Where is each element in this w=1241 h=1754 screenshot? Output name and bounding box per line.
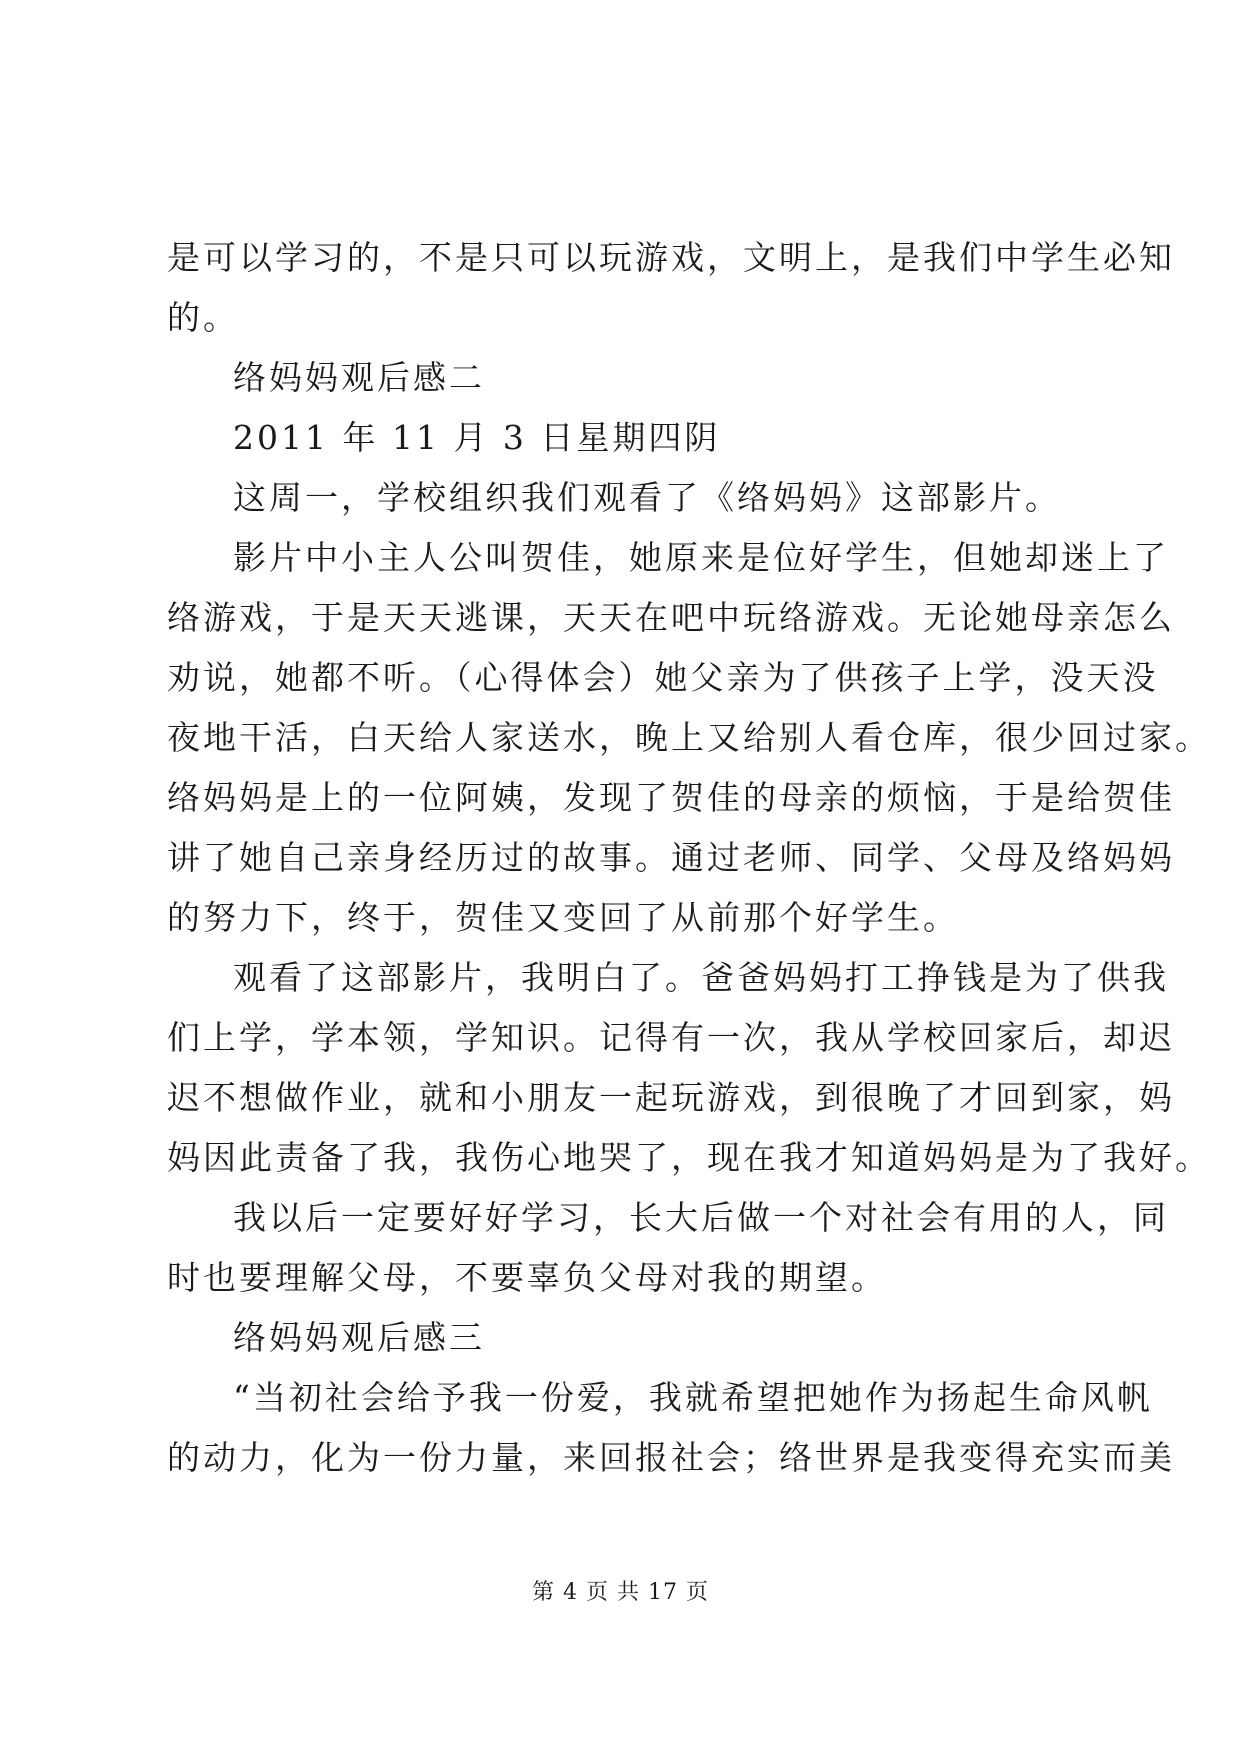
section-heading: 络妈妈观后感三 bbox=[233, 1318, 485, 1357]
text-line: 观看了这部影片，我明白了。爸爸妈妈打工挣钱是为了供我 bbox=[233, 958, 1169, 997]
page-footer: 第 4 页 共 17 页 bbox=[532, 1580, 709, 1605]
text-line: 的努力下，终于，贺佳又变回了从前那个好学生。 bbox=[167, 898, 959, 937]
text-line: 是可以学习的，不是只可以玩游戏，文明上，是我们中学生必知 bbox=[167, 238, 1175, 277]
date-line: 2011 年 11 月 3 日星期四阴 bbox=[233, 418, 721, 457]
text-line: 时也要理解父母，不要辜负父母对我的期望。 bbox=[167, 1258, 887, 1297]
text-line: 的。 bbox=[167, 298, 239, 337]
text-line: 迟不想做作业，就和小朋友一起玩游戏，到很晚了才回到家，妈 bbox=[167, 1078, 1175, 1117]
text-line: 的动力，化为一份力量，来回报社会；络世界是我变得充实而美 bbox=[167, 1438, 1175, 1477]
text-line: 络游戏，于是天天逃课，天天在吧中玩络游戏。无论她母亲怎么 bbox=[167, 598, 1175, 637]
section-heading: 络妈妈观后感二 bbox=[233, 358, 485, 397]
text-line: 讲了她自己亲身经历过的故事。通过老师、同学、父母及络妈妈 bbox=[167, 838, 1175, 877]
text-line: 妈因此责备了我，我伤心地哭了，现在我才知道妈妈是为了我好。 bbox=[167, 1138, 1211, 1177]
document-body bbox=[167, 228, 1211, 1488]
text-line: 络妈妈是上的一位阿姨，发现了贺佳的母亲的烦恼，于是给贺佳 bbox=[167, 778, 1175, 817]
quote-line: “当初社会给予我一份爱，我就希望把她作为扬起生命风帆 bbox=[233, 1378, 1153, 1417]
text-line: 们上学，学本领，学知识。记得有一次，我从学校回家后，却迟 bbox=[167, 1018, 1175, 1057]
text-line: 夜地干活，白天给人家送水，晚上又给别人看仓库，很少回过家。 bbox=[167, 718, 1211, 757]
text-line: 我以后一定要好好学习，长大后做一个对社会有用的人，同 bbox=[233, 1198, 1169, 1237]
text-line: 这周一，学校组织我们观看了《络妈妈》这部影片。 bbox=[233, 478, 1061, 517]
text-line: 影片中小主人公叫贺佳，她原来是位好学生，但她却迷上了 bbox=[233, 538, 1169, 577]
text-line: 劝说，她都不听。（心得体会）她父亲为了供孩子上学，没天没 bbox=[167, 658, 1159, 697]
